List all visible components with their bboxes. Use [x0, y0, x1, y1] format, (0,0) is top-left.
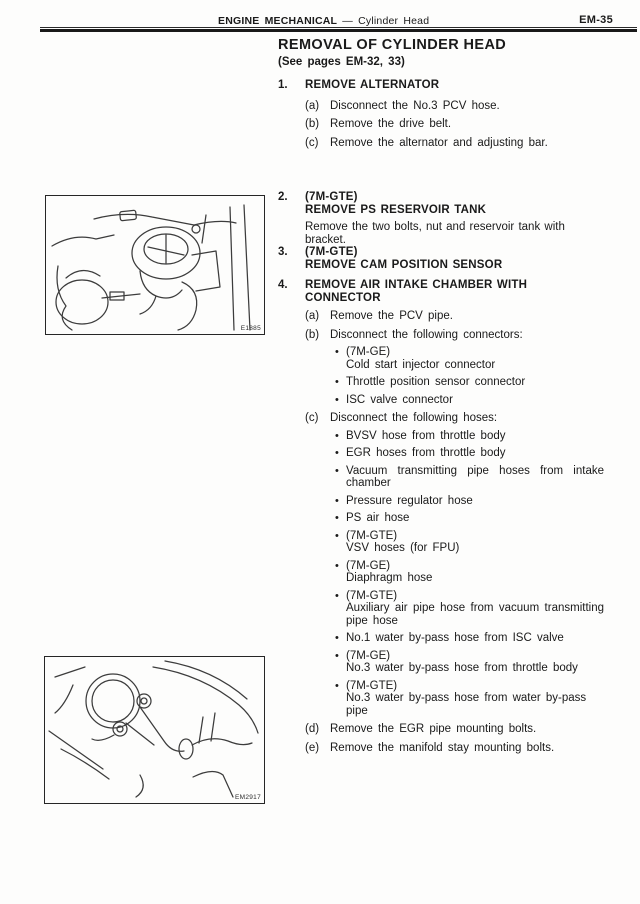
- bullet-line: Diaphragm hose: [346, 572, 433, 584]
- bullet-line: (7M-GTE): [346, 529, 398, 542]
- section-number: 3.: [278, 246, 288, 258]
- bullet-line: No.3 water by-pass hose from water by-pass pipe: [346, 692, 587, 717]
- bullet-text: BVSV hose from throttle body: [346, 429, 506, 442]
- bullet-line: No.3 water by-pass hose from throttle body: [346, 662, 578, 674]
- section-number: 4.: [278, 279, 288, 291]
- section-engine-variant: (7M-GTE): [305, 191, 358, 203]
- section-1: [278, 79, 604, 149]
- bullet-line: VSV hoses (for FPU): [346, 542, 460, 554]
- section-title: REMOVE AIR INTAKE CHAMBER WITH CONNECTOR: [305, 279, 528, 304]
- figure-code: E1885: [240, 325, 261, 332]
- step-text: Disconnect the following hoses:: [330, 412, 498, 424]
- step-4b: [278, 329, 604, 342]
- bullet-item: [335, 495, 604, 508]
- bullet-text: Pressure regulator hose: [346, 494, 473, 507]
- bullet-item: [335, 590, 604, 628]
- doc-title: REMOVAL OF CYLINDER HEAD: [278, 37, 507, 53]
- bullet-item: [335, 430, 604, 443]
- step-text: Remove the EGR pipe mounting bolts.: [330, 723, 537, 735]
- step-1c: [278, 137, 604, 150]
- bullet-line: (7M-GTE): [346, 679, 398, 692]
- bullet-icon: •: [335, 393, 339, 406]
- bullet-item: [335, 530, 604, 555]
- section-number: 1.: [278, 79, 288, 91]
- step-letter: (d): [305, 723, 320, 735]
- step-letter: (e): [305, 741, 320, 754]
- section-engine-variant: (7M-GTE): [305, 246, 358, 258]
- bullet-text: [346, 650, 604, 675]
- bullet-icon: •: [335, 589, 339, 602]
- bullet-item: [335, 560, 604, 585]
- engine-line-art: [45, 657, 261, 800]
- step-letter: (a): [305, 310, 320, 322]
- header-rule-thin: [40, 27, 637, 28]
- section-3-heading: [278, 246, 604, 271]
- bullet-text: [346, 590, 604, 628]
- section-title-text: REMOVE CAM POSITION SENSOR: [305, 258, 503, 271]
- bullet-line: (7M-GE): [346, 559, 391, 572]
- section-1-heading: [278, 79, 604, 92]
- step-text: Remove the alternator and adjusting bar.: [330, 136, 548, 149]
- header-chapter-name: Cylinder Head: [358, 15, 430, 27]
- bullet-text: [346, 346, 604, 371]
- bullet-line: (7M-GE): [346, 346, 391, 358]
- step-4d: [278, 723, 604, 736]
- step-letter: (c): [305, 136, 319, 149]
- step-letter: (b): [305, 328, 320, 341]
- bullet-item: [335, 376, 604, 389]
- header-title: [218, 15, 429, 27]
- bullet-item: [335, 465, 604, 490]
- bullet-item: [335, 394, 604, 407]
- step-letter: (a): [305, 99, 320, 112]
- bullet-text: [346, 560, 604, 585]
- step-letter: (c): [305, 412, 319, 424]
- bullet-icon: •: [335, 512, 339, 524]
- doc-subtitle: (See pages EM-32, 33): [278, 56, 405, 68]
- step-4c: [278, 412, 604, 425]
- bullet-item: [335, 447, 604, 460]
- section-3: [278, 246, 604, 271]
- bullet-icon: •: [335, 649, 339, 662]
- bullet-icon: •: [335, 464, 339, 477]
- bullet-icon: •: [335, 679, 339, 692]
- bullet-icon: •: [335, 346, 339, 358]
- section-title-text: REMOVE PS RESERVOIR TANK: [305, 203, 487, 216]
- figure-egr-pipe: [44, 656, 265, 804]
- step-4a: [278, 310, 604, 323]
- bullet-icon: •: [335, 559, 339, 572]
- step-text: Remove the drive belt.: [330, 118, 452, 130]
- bullet-item: [335, 512, 604, 525]
- step-1a: [278, 100, 604, 113]
- step-text: Disconnect the following connectors:: [330, 328, 523, 341]
- bullet-item: [335, 680, 604, 718]
- bullet-text: EGR hoses from throttle body: [346, 447, 506, 459]
- bullet-text: [346, 530, 604, 555]
- bullet-line: (7M-GTE): [346, 589, 398, 602]
- page-number: EM-35: [579, 14, 613, 26]
- step-4e: [278, 742, 604, 755]
- bullet-item: [335, 346, 604, 371]
- step-1b: [278, 118, 604, 131]
- header-rule-thick: [40, 29, 637, 32]
- section-title: REMOVE ALTERNATOR: [305, 79, 440, 91]
- engine-line-art: [46, 196, 261, 331]
- step-letter: (b): [305, 118, 320, 130]
- figure-ps-reservoir-tank: [45, 195, 265, 335]
- bullet-item: [335, 650, 604, 675]
- bullet-icon: •: [335, 429, 339, 442]
- section-2: [278, 191, 604, 246]
- figure-code: EM2917: [234, 794, 261, 801]
- section-body: Remove the two bolts, nut and reservoir tank with bracket.: [305, 221, 565, 246]
- section-number: 2.: [278, 191, 288, 203]
- section-title: [305, 246, 502, 271]
- bullet-line: Auxiliary air pipe hose from vacuum transmitting pipe hose: [346, 602, 604, 627]
- step-text: Remove the PCV pipe.: [330, 310, 453, 322]
- section-2-heading: [278, 191, 604, 216]
- step-text: Remove the manifold stay mounting bolts.: [330, 741, 555, 754]
- step-text: Disconnect the No.3 PCV hose.: [330, 99, 500, 112]
- bullet-text: Vacuum transmitting pipe hoses from intake chamber: [346, 464, 604, 489]
- bullet-icon: •: [335, 447, 339, 459]
- section-title: [305, 191, 486, 216]
- bullet-text: PS air hose: [346, 512, 410, 524]
- bullet-line: Cold start injector connector: [346, 358, 496, 371]
- bullet-text: [346, 680, 604, 718]
- bullet-text: Throttle position sensor connector: [346, 376, 526, 388]
- bullet-text: ISC valve connector: [346, 393, 453, 406]
- bullet-item: [335, 632, 604, 645]
- header-separator: —: [342, 15, 353, 27]
- bullet-icon: •: [335, 494, 339, 507]
- bullet-icon: •: [335, 376, 339, 388]
- bullet-text: No.1 water by-pass hose from ISC valve: [346, 632, 564, 644]
- section-4-heading: [278, 279, 604, 304]
- bullet-icon: •: [335, 632, 339, 644]
- bullet-icon: •: [335, 529, 339, 542]
- section-4: [278, 279, 604, 754]
- bullet-line: (7M-GE): [346, 649, 391, 662]
- header-section-name: ENGINE MECHANICAL: [218, 15, 338, 27]
